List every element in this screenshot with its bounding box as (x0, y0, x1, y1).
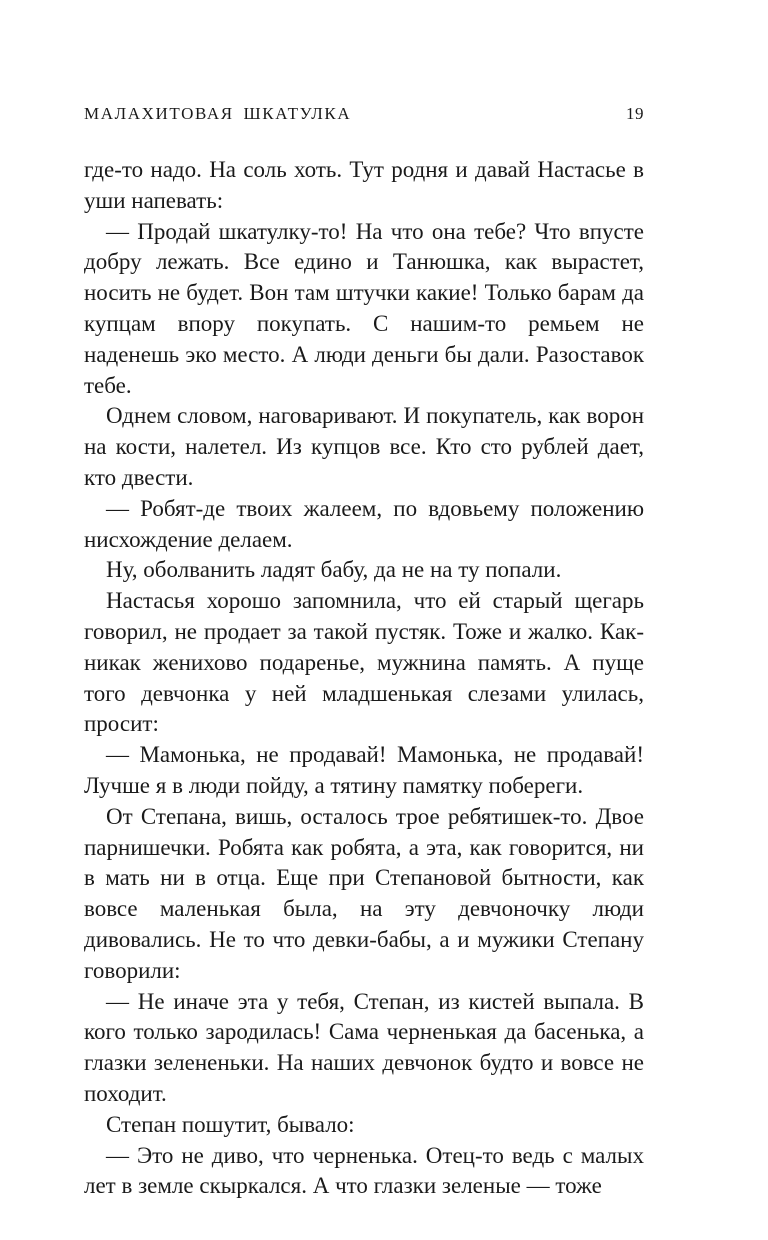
page-number: 19 (626, 104, 644, 123)
body-text (84, 155, 644, 1202)
paragraph: Однем словом, наговаривают. И покупатель, как ворон на кости, налетел. Из купцов все. Кто сто рублей дает, кто двести. (84, 403, 644, 490)
paragraph: Степан пошутит, бывало: (106, 1111, 355, 1137)
running-title: МАЛАХИТОВАЯ ШКАТУЛКА (84, 104, 352, 123)
running-head (84, 101, 644, 127)
paragraph: — Робят-де твоих жалеем, по вдовьему положению нисхождение делаем. (84, 495, 644, 552)
paragraph: — Мамонька, не продавай! Мамонька, не продавай! Лучше я в люди пойду, а тятину памятку побереги. (84, 742, 644, 798)
paragraph: — Не иначе эта у тебя, Степан, из кистей выпала. В кого только зародилась! Сама черненькая да басенька, а глазки зелененьки. На наших девчонок будто и вовсе не походит. (84, 988, 644, 1106)
paragraph: Настасья хорошо запомнила, что ей старый щегарь говорил, не продает за такой пустяк. Тоже и жалко. Как-никак женихово подаренье, мужнина память. А пуще того девчонка у ней младшенькая слезами улилась, просит: (84, 588, 644, 737)
paragraph: От Степана, вишь, осталось трое ребятишек-то. Двое парнишечки. Робята как робята, а эта, как говорится, ни в мать ни в отца. Еще при Степановой бытности, как вовсе маленькая была, на эту девчоночку люди дивовались. Не то что девки-бабы, а и мужики Степану говорили: (84, 803, 644, 983)
book-page (84, 0, 644, 1240)
paragraph: — Продай шкатулку-то! На что она тебе? Что впусте добру лежать. Все едино и Танюшка, как вырастет, носить не будет. Вон там штучки какие! Только барам да купцам впору покупать. С нашим-то ремьем не наденешь эко место. А люди деньги бы дали. Разоставок тебе. (84, 218, 644, 398)
paragraph: — Это не диво, что черненька. Отец-то ведь с малых лет в земле скыркался. А что глазки зеленые — тоже (84, 1142, 644, 1199)
paragraph: Ну, оболванить ладят бабу, да не на ту попали. (106, 557, 562, 583)
paragraph: где-то надо. На соль хоть. Тут родня и давай Настасье в уши напевать: (84, 157, 644, 213)
